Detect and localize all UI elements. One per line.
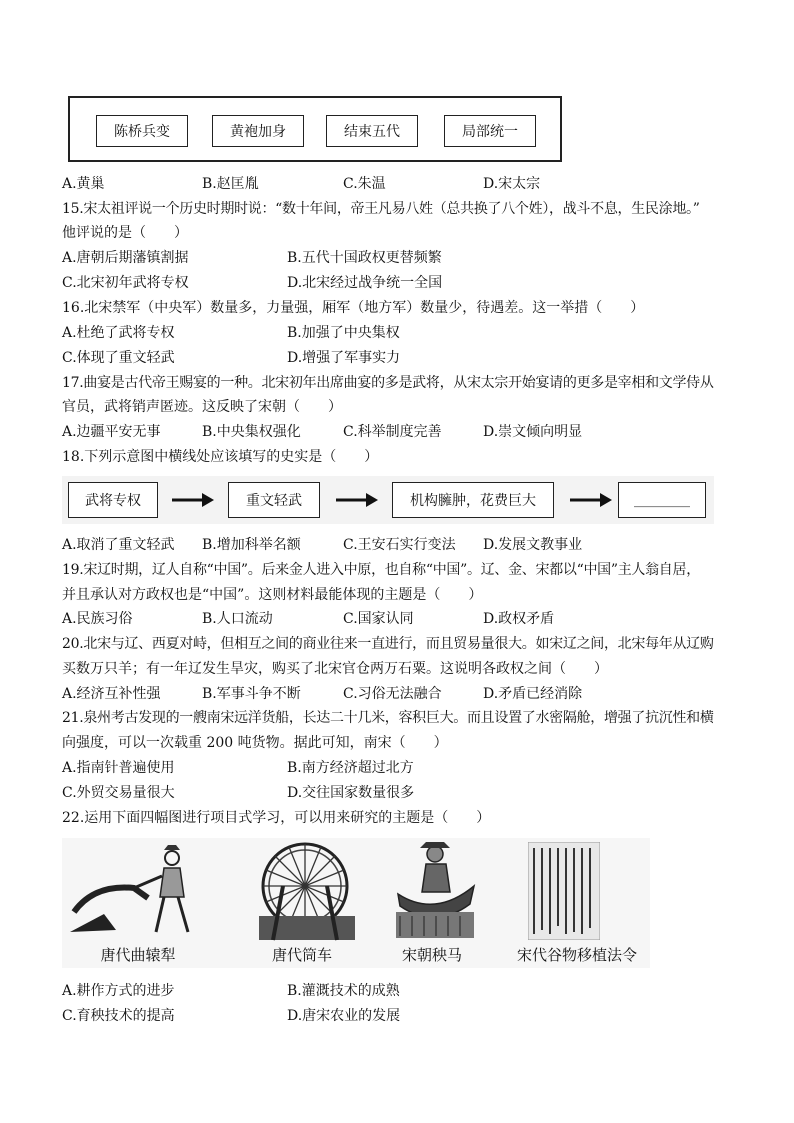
q20-option-d: D.矛盾已经消除 [483,686,583,702]
q22-option-d: D.唐宋农业的发展 [287,1008,401,1024]
q14-option-c: C.朱温 [343,176,386,192]
q15-option-a: A.唐朝后期藩镇割据 [62,250,189,266]
q20-option-c: C.习俗无法融合 [343,686,442,702]
q19-stem-line1: 19.宋辽时期，辽人自称“中国”。后来金人进入中原，也自称“中国”。辽、金、宋都以“中国”主人翁自居， [62,562,700,578]
q18-option-d: D.发展文教事业 [483,537,583,553]
q14-flow-box-4: 局部统一 [444,115,536,147]
q22-caption-4: 宋代谷物移植法令 [516,946,637,964]
q15-option-c: C.北宋初年武将专权 [62,275,189,291]
q18-arrow-2-icon [334,490,380,510]
q21-stem-line1: 21.泉州考古发现的一艘南宋远洋货船，长达二十几米，容积巨大。而且设置了水密隔舱，增强了抗沉性和横 [62,710,714,726]
q16-option-a: A.杜绝了武将专权 [62,325,175,341]
q14-flow-box-1: 陈桥兵变 [96,115,188,147]
q17-option-a: A.边疆平安无事 [62,424,161,440]
q18-flow-frame [62,476,714,524]
q16-option-d: D.增强了军事实力 [287,350,401,366]
q14-flow-box-3: 结束五代 [326,115,418,147]
q17-stem-line1: 17.曲宴是古代帝王赐宴的一种。北宋初年出席曲宴的多是武将，从宋太宗开始宴请的更多是宰相和文学侍从 [62,375,714,391]
q22-option-b: B.灌溉技术的成熟 [287,983,400,999]
ancient-document-figure-icon [528,842,600,940]
q19-option-a: A.民族习俗 [62,611,133,627]
q18-flow-blank-box: ________ [618,482,706,518]
q15-option-d: D.北宋经过战争统一全国 [287,275,443,291]
q20-option-a: A.经济互补性强 [62,686,161,702]
q19-option-d: D.政权矛盾 [483,611,555,627]
q20-stem-line2: 买数万只羊；有一年辽发生旱灾，购买了北宋官仓两万石粟。这说明各政权之间（ ） [62,661,608,677]
q20-stem-line1: 20.北宋与辽、西夏对峙，但相互之间的商业往来一直进行，而且贸易量很大。如宋辽之间，北宋每年从辽购 [62,636,714,652]
q22-caption-1: 唐代曲辕犁 [100,946,176,964]
q14-option-b: B.赵匡胤 [202,176,259,192]
q16-stem-line1: 16.北宋禁军（中央军）数量多，力量强，厢军（地方军）数量少，待遇差。这一举措（ ） [62,300,645,316]
q21-option-a: A.指南针普遍使用 [62,760,175,776]
q16-option-b: B.加强了中央集权 [287,325,400,341]
q18-flow-box-2: 重文轻武 [228,482,320,518]
q22-option-a: A.耕作方式的进步 [62,983,175,999]
q17-stem-line2: 官员，武将销声匿迹。这反映了宋朝（ ） [62,399,342,415]
q14-flow-box-2: 黄袍加身 [212,115,304,147]
q18-flow-box-1: 武将专权 [68,482,158,518]
q15-option-b: B.五代十国政权更替频繁 [287,250,442,266]
q14-option-d: D.宋太宗 [483,176,541,192]
q14-flow-frame [68,96,562,162]
water-wheel-figure-icon [253,840,363,944]
q17-option-d: D.崇文倾向明显 [483,424,583,440]
q22-option-c: C.育秧技术的提高 [62,1008,175,1024]
q20-option-b: B.军事斗争不断 [202,686,301,702]
rice-seedling-horse-figure-icon [390,842,480,942]
q15-stem-line2: 他评说的是（ ） [62,225,188,241]
q14-option-a: A.黄巢 [62,176,105,192]
q21-option-b: B.南方经济超过北方 [287,760,414,776]
q18-option-a: A.取消了重文轻武 [62,537,175,553]
q18-flow-box-3: 机构臃肿，花费巨大 [392,482,554,518]
q22-stem-line1: 22.运用下面四幅图进行项目式学习，可以用来研究的主题是（ ） [62,810,491,826]
q16-option-c: C.体现了重文轻武 [62,350,175,366]
q21-option-c: C.外贸交易量很大 [62,785,175,801]
q17-option-b: B.中央集权强化 [202,424,301,440]
q21-stem-line2: 向强度，可以一次载重 200 吨货物。据此可知，南宋（ ） [62,735,448,751]
q18-stem-line1: 18.下列示意图中横线处应该填写的史实是（ ） [62,449,379,465]
q19-stem-line2: 并且承认对方政权也是“中国”。这则材料最能体现的主题是（ ） [62,587,483,603]
q19-option-b: B.人口流动 [202,611,273,627]
q17-option-c: C.科举制度完善 [343,424,442,440]
q18-arrow-1-icon [170,490,216,510]
q18-option-b: B.增加科举名额 [202,537,301,553]
q15-stem-line1: 15.宋太祖评说一个历史时期时说：“数十年间，帝王凡易八姓（总共换了八个姓），战斗不息，生民涂地。” [62,201,700,217]
plough-figure-icon [64,842,214,942]
q19-option-c: C.国家认同 [343,611,414,627]
q18-option-c: C.王安石实行变法 [343,537,456,553]
q22-caption-3: 宋朝秧马 [401,946,462,964]
q21-option-d: D.交往国家数量很多 [287,785,415,801]
q18-arrow-3-icon [568,490,614,510]
q22-caption-2: 唐代筒车 [271,946,332,964]
